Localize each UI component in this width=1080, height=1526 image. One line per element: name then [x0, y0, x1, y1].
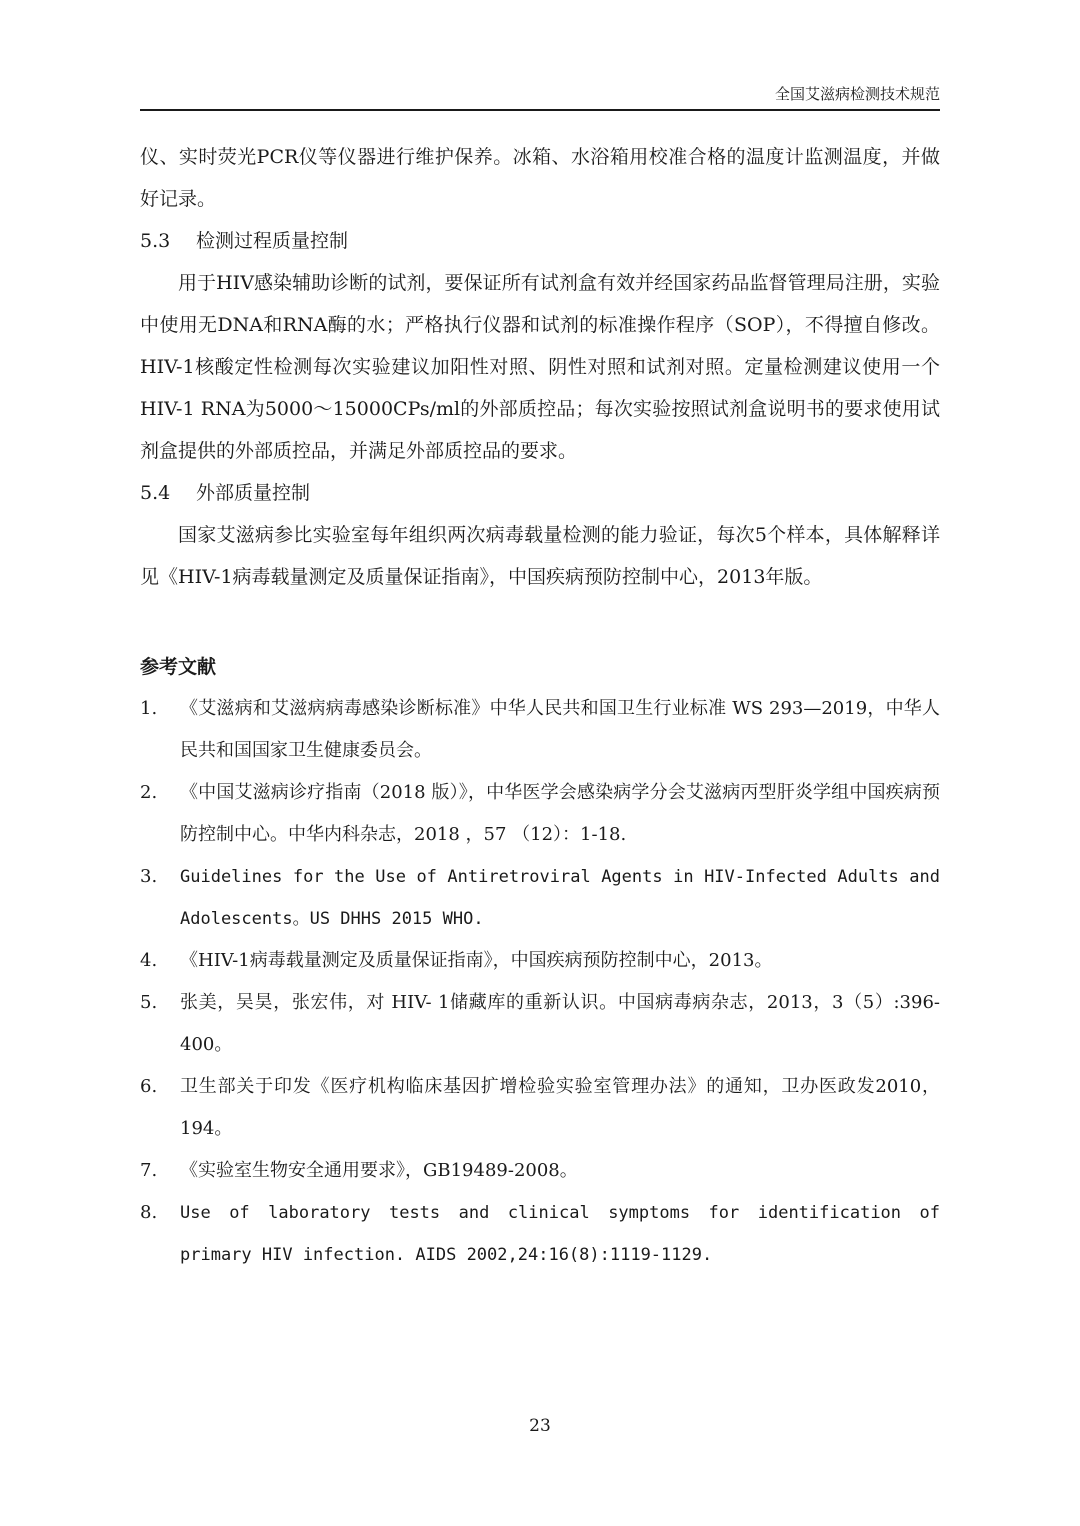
- reference-number: 7.: [140, 1160, 158, 1181]
- reference-text: 《中国艾滋病诊疗指南（2018 版）》，中华医学会感染病学分会艾滋病丙型肝炎学组中国疾病预防控制中心。中华内科杂志，2018 ，57 （12）：1-18.: [180, 782, 940, 845]
- reference-number: 2.: [140, 782, 158, 803]
- running-header: 全国艾滋病检测技术规范: [774, 85, 940, 103]
- reference-text: Use of laboratory tests and clinical symptoms for identification of primary HIV infection. AIDS 2002,24:16(8):1119-1129.: [180, 1203, 940, 1265]
- header-rule: [140, 109, 940, 111]
- section-paragraph: 用于HIV感染辅助诊断的试剂，要保证所有试剂盒有效并经国家药品监督管理局注册，实验中使用无DNA和RNA酶的水；严格执行仪器和试剂的标准操作程序（SOP），不得擅自修改。HIV-1核酸定性检测每次实验建议加阳性对照、阴性对照和试剂对照。定量检测建议使用一个HIV-1 RNA为5000～15000CPs/ml的外部质控品；每次实验按照试剂盒说明书的要求使用试剂盒提供的外部质控品，并满足外部质控品的要求。: [140, 272, 940, 462]
- reference-item: [140, 1066, 940, 1150]
- page-number: 23: [529, 1416, 551, 1436]
- reference-number: 8.: [140, 1202, 158, 1223]
- reference-number: 4.: [140, 950, 158, 971]
- reference-text: 张美，吴昊，张宏伟，对 HIV- 1储藏库的重新认识。中国病毒病杂志，2013，3（5）:396-400。: [180, 992, 940, 1055]
- reference-item: [140, 772, 940, 856]
- section-heading-5-3: [140, 220, 940, 262]
- reference-number: 1.: [140, 698, 158, 719]
- reference-item: [140, 1192, 940, 1276]
- reference-item: [140, 982, 940, 1066]
- reference-text: 《艾滋病和艾滋病病毒感染诊断标准》中华人民共和国卫生行业标准 WS 293—2019，中华人民共和国国家卫生健康委员会。: [180, 698, 940, 761]
- reference-number: 6.: [140, 1076, 158, 1097]
- reference-item: [140, 856, 940, 940]
- section-title: 检测过程质量控制: [196, 230, 349, 252]
- reference-text: 卫生部关于印发《医疗机构临床基因扩增检验实验室管理办法》的通知，卫办医政发2010，194。: [180, 1076, 940, 1139]
- reference-text: 《实验室生物安全通用要求》，GB19489-2008。: [180, 1160, 578, 1181]
- page-content: [140, 136, 940, 1276]
- section-paragraph: 国家艾滋病参比实验室每年组织两次病毒载量检测的能力验证，每次5个样本，具体解释详见《HIV-1病毒载量测定及质量保证指南》，中国疾病预防控制中心，2013年版。: [140, 524, 940, 588]
- reference-item: [140, 1150, 940, 1192]
- reference-item: [140, 688, 940, 772]
- references-title: 参考文献: [140, 656, 217, 678]
- reference-number: 5.: [140, 992, 158, 1013]
- continuation-paragraph: 仪、实时荧光PCR仪等仪器进行维护保养。冰箱、水浴箱用校准合格的温度计监测温度，并做好记录。: [140, 146, 940, 210]
- section-title: 外部质量控制: [196, 482, 311, 504]
- section-number: 5.3: [140, 230, 171, 252]
- reference-item: [140, 940, 940, 982]
- reference-number: 3.: [140, 866, 158, 887]
- section-number: 5.4: [140, 482, 171, 504]
- reference-text: 《HIV-1病毒载量测定及质量保证指南》，中国疾病预防控制中心，2013。: [180, 950, 773, 971]
- section-heading-5-4: [140, 472, 940, 514]
- reference-text: Guidelines for the Use of Antiretroviral Agents in HIV-Infected Adults and Adolescents。US DHHS 2015 WHO.: [180, 867, 940, 929]
